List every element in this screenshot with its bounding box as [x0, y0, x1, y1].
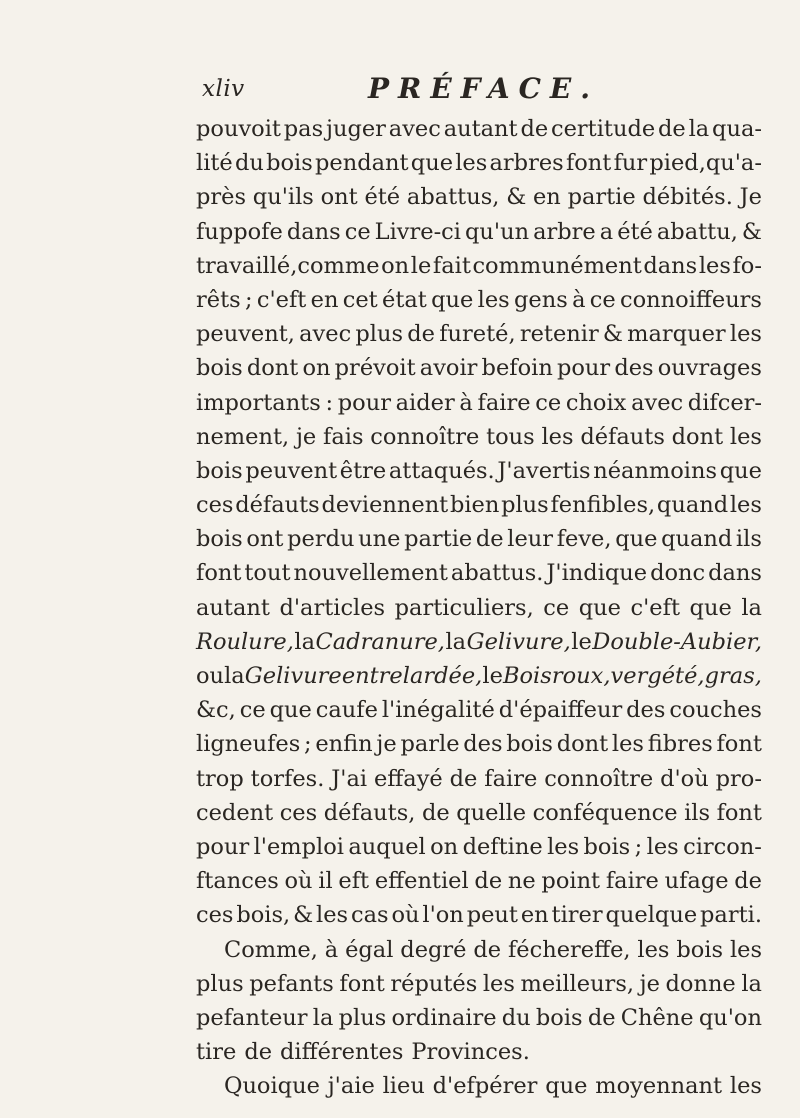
- word: ont: [320, 184, 358, 211]
- word: néanmoins: [593, 457, 718, 484]
- word: des: [626, 697, 666, 724]
- word: à: [324, 936, 339, 963]
- word: deftine: [462, 833, 543, 860]
- word: autant: [196, 594, 270, 621]
- word: gras,: [704, 663, 762, 689]
- word: partie: [567, 184, 636, 211]
- word: faire: [484, 765, 538, 792]
- word: plus: [338, 1004, 387, 1031]
- word: ces: [279, 799, 318, 826]
- word: l'inégalité: [381, 697, 495, 724]
- word: été: [364, 184, 401, 211]
- word: cas: [350, 902, 389, 929]
- word: degré: [400, 936, 467, 963]
- word: que: [545, 1073, 588, 1100]
- word: peuvent: [245, 457, 338, 484]
- word: les: [547, 833, 580, 860]
- word: faire: [605, 868, 659, 895]
- word: égal: [345, 936, 394, 963]
- word: de: [520, 116, 549, 142]
- word: plus: [196, 970, 244, 997]
- text-line: [196, 898, 762, 932]
- word: l'emploi: [253, 833, 344, 860]
- word: j'aie: [327, 1073, 375, 1100]
- word: ce: [589, 286, 616, 313]
- word: leur: [507, 526, 554, 553]
- word: que: [615, 526, 658, 553]
- word: ou: [196, 663, 225, 689]
- word: aider: [395, 389, 455, 416]
- word: Roulure,: [196, 628, 294, 655]
- word: &: [602, 321, 623, 348]
- word: abattus,: [406, 184, 500, 211]
- word: entrelardée,: [341, 663, 483, 689]
- word: fur: [613, 150, 648, 177]
- word: du: [234, 150, 264, 177]
- word: bois: [676, 936, 724, 963]
- word: bois: [266, 150, 313, 177]
- word: nouvellement: [293, 560, 448, 587]
- word: circon-: [683, 833, 762, 860]
- word: de: [244, 1039, 273, 1066]
- word: ;: [304, 731, 312, 758]
- word: avec: [388, 116, 441, 142]
- word: tirer: [551, 902, 603, 929]
- page-header: [200, 72, 760, 112]
- word: il: [318, 868, 333, 895]
- word: dont: [671, 423, 724, 450]
- word: nement,: [196, 423, 290, 450]
- word: Cadranure,: [315, 628, 445, 655]
- word: les: [729, 321, 762, 348]
- word: certitude: [551, 116, 656, 142]
- word: choix: [565, 389, 627, 416]
- word: feve,: [556, 526, 612, 553]
- word: rêts: [196, 286, 241, 313]
- word: prévoit: [334, 355, 416, 382]
- word: dont: [556, 731, 609, 758]
- text-line: [196, 180, 762, 214]
- word: ordinaire: [391, 1004, 497, 1031]
- word: d'efpérer: [432, 1073, 538, 1100]
- text-line: [196, 693, 762, 727]
- word: attaqués.: [388, 457, 495, 484]
- word: avoir: [419, 355, 478, 382]
- word: J'indique: [546, 560, 648, 587]
- text-line: [196, 933, 762, 967]
- word: les: [541, 423, 574, 450]
- word: qu'un: [465, 218, 530, 245]
- word: &: [293, 902, 314, 929]
- text-line: [196, 967, 762, 1001]
- word: les: [646, 833, 679, 860]
- word: couches: [669, 697, 762, 724]
- word: torfes.: [250, 765, 325, 792]
- text-line: [196, 762, 762, 796]
- word: arbre: [533, 218, 596, 245]
- word: je: [295, 423, 317, 450]
- text-line: [196, 659, 762, 693]
- word: donc: [650, 560, 706, 587]
- text-line: [196, 522, 762, 556]
- word: les: [611, 731, 644, 758]
- word: ce: [239, 697, 266, 724]
- word: défauts: [235, 492, 320, 519]
- word: pour: [196, 833, 250, 860]
- word: féchereffe,: [507, 936, 631, 963]
- word: les: [316, 902, 349, 929]
- word: les: [455, 150, 488, 177]
- word: fibres: [647, 731, 713, 758]
- word: la: [312, 1004, 334, 1031]
- text-line: [196, 351, 762, 385]
- word: connoître: [370, 423, 480, 450]
- word: les: [637, 936, 670, 963]
- running-title: PRÉFACE.: [368, 72, 600, 105]
- word: connoiffeurs: [620, 286, 762, 313]
- text-line: [196, 1001, 762, 1035]
- word: Comme,: [224, 936, 318, 963]
- word: c'eft: [630, 594, 680, 621]
- word: avec: [299, 321, 352, 348]
- word: que: [410, 150, 454, 177]
- word: abattus.: [450, 560, 544, 587]
- word: les: [729, 1073, 762, 1100]
- word: communément: [472, 252, 642, 279]
- word: fais: [323, 423, 364, 450]
- word: &: [506, 184, 527, 211]
- word: parti.: [700, 902, 762, 929]
- word: Gelivure: [244, 663, 342, 689]
- word: point: [541, 868, 601, 895]
- word: défauts,: [323, 799, 416, 826]
- word: cedent: [196, 799, 274, 826]
- word: caufe: [315, 697, 378, 724]
- word: ont: [246, 526, 284, 553]
- word: bois: [583, 833, 631, 860]
- word: pefants: [249, 970, 334, 997]
- word: qu'ils: [252, 184, 314, 211]
- word: J'ai: [331, 765, 368, 792]
- word: moyennant: [595, 1073, 723, 1100]
- word: Bois: [502, 663, 552, 689]
- word: de: [421, 799, 450, 826]
- word: deviennent: [321, 492, 449, 519]
- word: pouvoit: [196, 116, 281, 142]
- word: être: [339, 457, 387, 484]
- word: on: [381, 252, 410, 279]
- word: fenfibles,: [550, 492, 656, 519]
- word: fuppofe: [196, 218, 283, 245]
- word: font: [565, 150, 612, 177]
- word: bois: [535, 1004, 583, 1031]
- word: les: [698, 252, 731, 279]
- text-line: [196, 249, 762, 283]
- word: que: [689, 594, 732, 621]
- word: l'on: [422, 902, 464, 929]
- word: on: [430, 833, 459, 860]
- word: ufage: [664, 868, 729, 895]
- word: font: [196, 560, 242, 587]
- word: la: [294, 628, 316, 655]
- word: la: [445, 628, 467, 655]
- word: &c,: [196, 697, 236, 724]
- word: Provinces.: [411, 1039, 530, 1066]
- word: en: [310, 286, 339, 313]
- word: abattu,: [656, 218, 738, 245]
- word: où: [284, 868, 313, 895]
- text-line: [196, 556, 762, 590]
- word: Livre-ci: [374, 218, 461, 245]
- word: je: [376, 731, 397, 758]
- text-line: [196, 420, 762, 454]
- word: dans: [708, 560, 762, 587]
- word: eft: [338, 868, 370, 895]
- word: trop: [196, 765, 244, 792]
- word: défauts: [580, 423, 665, 450]
- word: font: [339, 970, 385, 997]
- word: ne: [507, 868, 536, 895]
- word: d'où: [660, 765, 709, 792]
- word: arbres: [489, 150, 564, 177]
- word: importants: [196, 389, 321, 416]
- word: de: [449, 765, 478, 792]
- word: que: [578, 594, 621, 621]
- word: fureté,: [439, 321, 516, 348]
- word: connoître: [544, 765, 654, 792]
- word: J'avertis: [497, 457, 591, 484]
- word: ouvrages: [657, 355, 762, 382]
- word: bois: [196, 355, 243, 382]
- word: ftances: [196, 868, 279, 895]
- word: dont: [246, 355, 299, 382]
- word: le: [482, 663, 503, 689]
- word: ce: [543, 594, 570, 621]
- word: font: [716, 799, 762, 826]
- word: ils: [735, 526, 762, 553]
- word: en: [520, 902, 549, 929]
- word: autant: [443, 116, 518, 142]
- text-line: [196, 146, 762, 180]
- word: fait: [432, 252, 471, 279]
- word: en: [532, 184, 561, 211]
- text-line: [196, 317, 762, 351]
- word: partie: [404, 526, 473, 553]
- word: près: [196, 184, 247, 211]
- word: bien: [449, 492, 500, 519]
- page-number: xliv: [202, 76, 245, 102]
- word: ils: [684, 799, 711, 826]
- text-line: [196, 283, 762, 317]
- word: la: [224, 663, 245, 689]
- word: ce: [535, 389, 562, 416]
- text-line: [196, 386, 762, 420]
- word: Chêne: [620, 1004, 694, 1031]
- word: été: [617, 218, 653, 245]
- word: des: [614, 355, 654, 382]
- word: que: [719, 457, 762, 484]
- word: du: [501, 1004, 531, 1031]
- word: effayé: [373, 765, 443, 792]
- text-line: [196, 112, 762, 146]
- word: juger: [326, 116, 386, 142]
- word: vergété,: [610, 663, 705, 689]
- word: roux,: [551, 663, 611, 689]
- body-text: [196, 112, 762, 1103]
- word: plus: [355, 321, 404, 348]
- word: de: [658, 116, 686, 142]
- word: avec: [631, 389, 684, 416]
- word: ;: [634, 833, 643, 860]
- word: débités.: [642, 184, 733, 211]
- word: différentes: [280, 1039, 404, 1066]
- word: réputés: [390, 970, 478, 997]
- word: particuliers,: [394, 594, 534, 621]
- word: quand: [661, 526, 733, 553]
- text-line: [196, 864, 762, 898]
- word: les: [482, 970, 515, 997]
- text-line: [196, 488, 762, 522]
- word: ce: [344, 218, 371, 245]
- word: plus: [501, 492, 549, 519]
- word: les: [729, 492, 762, 519]
- word: lieu: [382, 1073, 425, 1100]
- word: où: [391, 902, 420, 929]
- word: cet: [342, 286, 378, 313]
- word: retenir: [519, 321, 599, 348]
- word: befoin: [481, 355, 553, 382]
- text-line: [196, 830, 762, 864]
- word: la: [741, 970, 762, 997]
- word: ligneufes: [196, 731, 301, 758]
- word: les: [729, 936, 762, 963]
- word: Double-Aubier,: [592, 628, 762, 655]
- word: dans: [643, 252, 698, 279]
- word: tous: [486, 423, 535, 450]
- word: dans: [286, 218, 341, 245]
- word: quelle: [456, 799, 527, 826]
- word: peuvent,: [196, 321, 295, 348]
- word: difcer-: [687, 389, 762, 416]
- word: quelque: [605, 902, 698, 929]
- word: une: [358, 526, 401, 553]
- text-line: [196, 796, 762, 830]
- word: le: [410, 252, 432, 279]
- word: de: [734, 868, 762, 895]
- word: les: [729, 423, 762, 450]
- text-line: [196, 625, 762, 659]
- word: travaillé,comme: [196, 252, 380, 279]
- word: meilleurs,: [520, 970, 635, 997]
- word: que: [431, 286, 474, 313]
- word: bois: [196, 457, 243, 484]
- word: parle: [400, 731, 460, 758]
- word: ces: [196, 902, 234, 929]
- word: on: [302, 355, 331, 382]
- word: quand: [656, 492, 729, 519]
- word: auquel: [348, 833, 426, 860]
- word: pendant: [315, 150, 409, 177]
- word: enfin: [315, 731, 373, 758]
- word: a: [599, 218, 614, 245]
- word: Quoique: [224, 1073, 320, 1100]
- word: :: [325, 389, 334, 416]
- word: d'articles: [279, 594, 386, 621]
- word: d'épaiffeur: [498, 697, 623, 724]
- word: peut: [466, 902, 518, 929]
- word: qua-: [712, 116, 762, 142]
- word: état: [382, 286, 427, 313]
- word: faire: [477, 389, 531, 416]
- word: font: [716, 731, 762, 758]
- word: &: [741, 218, 762, 245]
- word: gens: [514, 286, 568, 313]
- word: ;: [244, 286, 253, 313]
- word: de: [474, 868, 503, 895]
- word: les: [477, 286, 510, 313]
- word: lité: [196, 150, 233, 177]
- word: pas: [283, 116, 324, 142]
- word: pour: [556, 355, 611, 382]
- word: de: [473, 936, 502, 963]
- word: la: [741, 594, 762, 621]
- word: de: [475, 526, 504, 553]
- word: ces: [196, 492, 234, 519]
- word: conféquence: [532, 799, 678, 826]
- word: Gelivure,: [466, 628, 571, 655]
- word: fo-: [732, 252, 762, 279]
- text-line: [196, 1069, 762, 1103]
- word: je: [639, 970, 660, 997]
- text-line: [196, 591, 762, 625]
- text-line: [196, 727, 762, 761]
- word: perdu: [287, 526, 355, 553]
- word: que: [269, 697, 312, 724]
- word: effentiel: [374, 868, 469, 895]
- word: à: [459, 389, 473, 416]
- word: des: [463, 731, 503, 758]
- word: Je: [739, 184, 762, 211]
- word: pro-: [715, 765, 762, 792]
- word: pied,qu'a-: [649, 150, 762, 177]
- word: le: [571, 628, 592, 655]
- word: bois: [506, 731, 553, 758]
- word: à: [572, 286, 586, 313]
- word: bois: [196, 526, 243, 553]
- word: qu'on: [698, 1004, 762, 1031]
- word: de: [587, 1004, 616, 1031]
- text-line: [196, 215, 762, 249]
- word: tout: [244, 560, 291, 587]
- text-line: [196, 454, 762, 488]
- word: c'eft: [256, 286, 307, 313]
- word: pefanteur: [196, 1004, 308, 1031]
- word: tire: [196, 1039, 237, 1066]
- word: pour: [337, 389, 391, 416]
- word: marquer: [627, 321, 726, 348]
- word: de: [407, 321, 435, 348]
- word: donne: [665, 970, 736, 997]
- text-line: [196, 1035, 762, 1069]
- word: bois,: [236, 902, 291, 929]
- word: la: [688, 116, 710, 142]
